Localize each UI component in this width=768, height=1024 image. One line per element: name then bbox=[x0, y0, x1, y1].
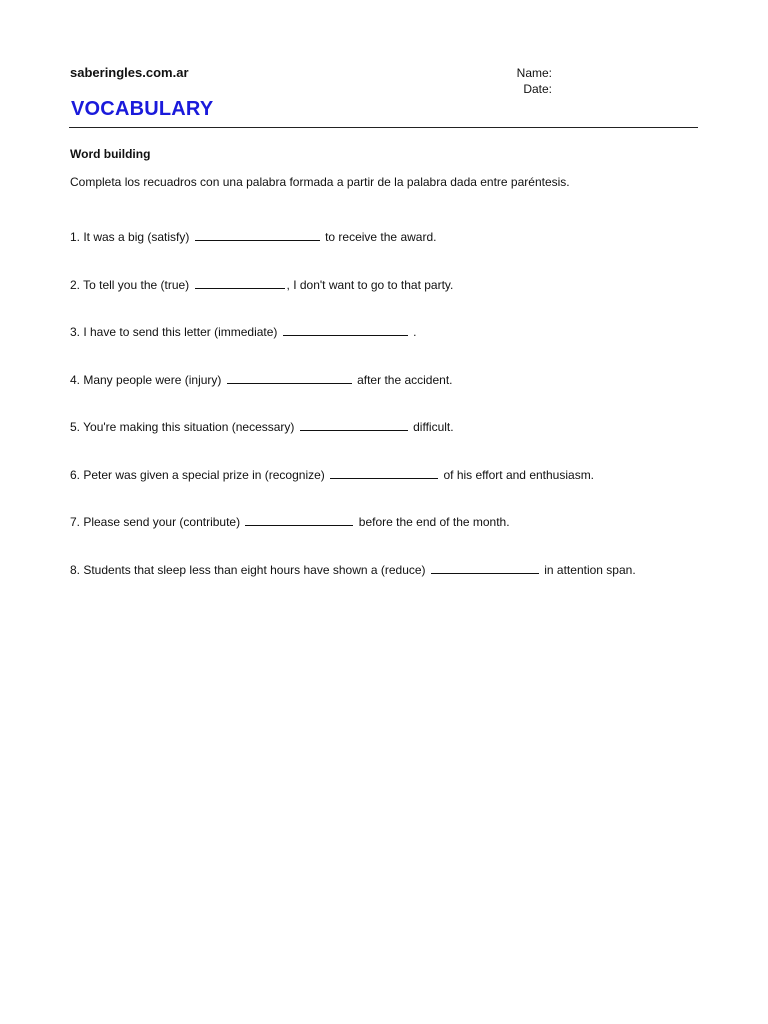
exercise-item-3 bbox=[70, 324, 636, 372]
exercise-continuation: to receive the award. bbox=[325, 230, 437, 244]
answer-blank[interactable] bbox=[227, 372, 352, 384]
section-title: Word building bbox=[70, 147, 151, 161]
exercise-prompt: 5. You're making this situation (necessary) bbox=[70, 420, 295, 434]
exercise-prompt: 3. I have to send this letter (immediate) bbox=[70, 325, 278, 339]
exercise-continuation: difficult. bbox=[413, 420, 454, 434]
student-info bbox=[480, 65, 552, 97]
answer-blank[interactable] bbox=[330, 467, 438, 479]
exercise-continuation: . bbox=[413, 325, 417, 339]
exercise-item-7 bbox=[70, 514, 636, 562]
exercise-prompt: 1. It was a big (satisfy) bbox=[70, 230, 190, 244]
title-divider bbox=[69, 127, 698, 128]
exercise-continuation: before the end of the month. bbox=[358, 515, 510, 529]
exercise-prompt: 7. Please send your (contribute) bbox=[70, 515, 241, 529]
exercise-list bbox=[70, 229, 636, 609]
answer-blank[interactable] bbox=[431, 562, 539, 574]
instructions-text: Completa los recuadros con una palabra formada a partir de la palabra dada entre paréntesis. bbox=[70, 175, 570, 189]
exercise-prompt: 4. Many people were (injury) bbox=[70, 372, 222, 387]
exercise-item-4 bbox=[70, 372, 636, 420]
exercise-prompt: 2. To tell you the (true) bbox=[70, 277, 190, 292]
date-label: Date: bbox=[523, 82, 552, 96]
exercise-item-2 bbox=[70, 277, 636, 325]
answer-blank[interactable] bbox=[283, 324, 408, 336]
exercise-continuation: after the accident. bbox=[357, 372, 453, 387]
exercise-continuation: of his effort and enthusiasm. bbox=[443, 467, 595, 482]
exercise-item-8 bbox=[70, 562, 636, 610]
name-label: Name: bbox=[516, 66, 552, 80]
answer-blank[interactable] bbox=[245, 514, 353, 526]
exercise-item-5 bbox=[70, 419, 636, 467]
answer-blank[interactable] bbox=[195, 277, 285, 289]
exercise-prompt: 8. Students that sleep less than eight hours have shown a (reduce) bbox=[70, 562, 426, 577]
site-name: saberingles.com.ar bbox=[70, 65, 189, 80]
answer-blank[interactable] bbox=[195, 229, 320, 241]
exercise-continuation: , I don't want to go to that party. bbox=[286, 277, 454, 292]
exercise-item-1 bbox=[70, 229, 636, 277]
exercise-item-6 bbox=[70, 467, 636, 515]
exercise-prompt: 6. Peter was given a special prize in (recognize) bbox=[70, 467, 325, 482]
answer-blank[interactable] bbox=[300, 419, 408, 431]
exercise-continuation: in attention span. bbox=[544, 562, 636, 577]
page-title: VOCABULARY bbox=[71, 98, 214, 120]
